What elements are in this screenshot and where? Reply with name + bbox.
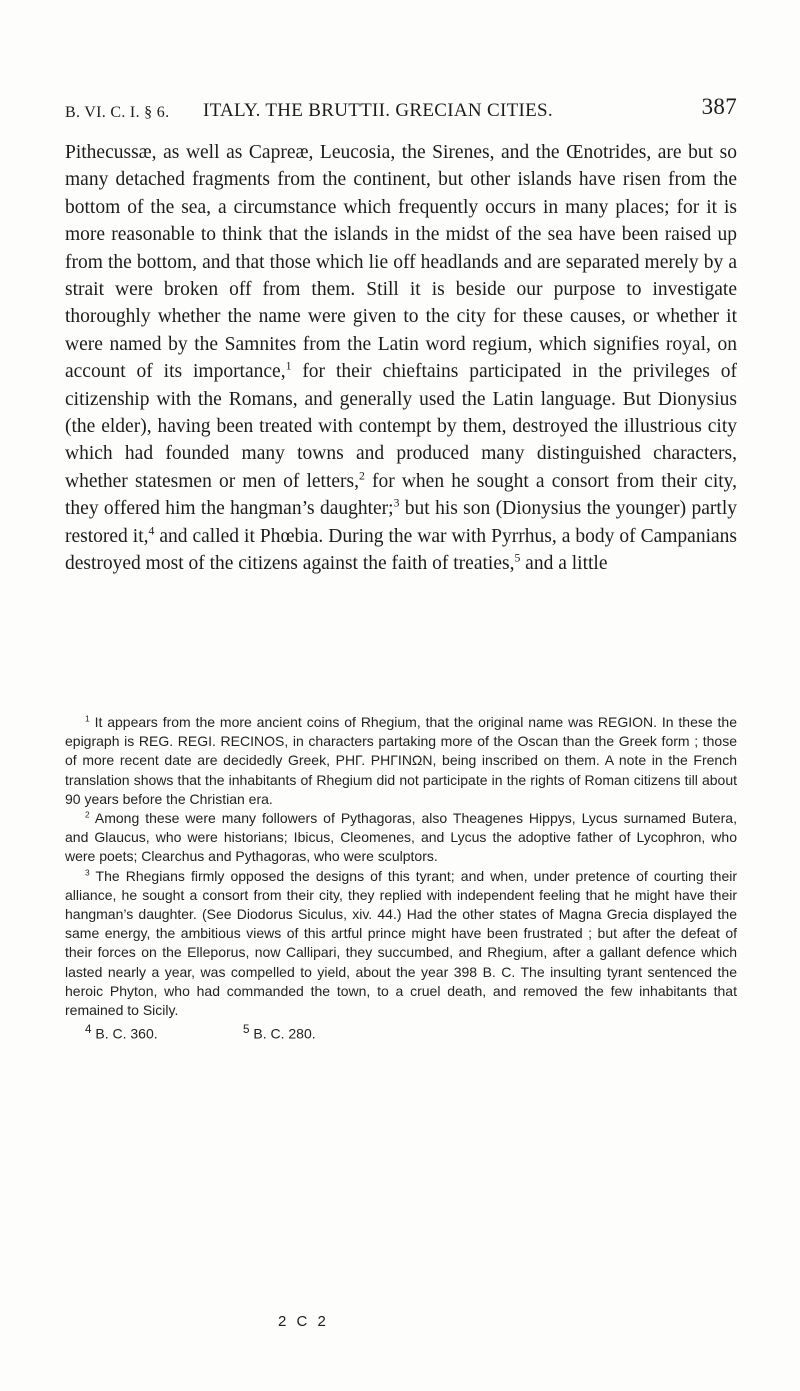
- main-paragraph: Pithecussæ, as well as Capreæ, Leucosia, the Sirenes, and the Œnotrides, are but so many detached fragments from the continent, but other islands have risen from the bottom of the sea, a circumstance which frequently occurs in many places; for it is more reasonable to think that the islands in the midst of the sea have been raised up from the bottom, and that those which lie off headlands and are separated merely by a strait were broken off from them. Still it is beside our purpose to investigate thoroughly whether the name were given to the city for these causes, or whether it were named by the Samnites from the Latin word regium, which signifies royal, on account of its importance,$^1$ for their chieftains participated in the privileges of citizenship with the Romans, and generally used the Latin language. But Dionysius (the elder), having been treated with contempt by them, destroyed the illustrious city which had founded many towns and produced many distinguished characters, whether statesmen or men of letters,$^2$ for when he sought a consort from their city, they offered him the hangman’s daughter;$^3$ but his son (Dionysius the younger) partly restored it,$^4$ and called it Phœbia. During the war with Pyrrhus, a body of Campanians destroyed most of the citizens against the faith of treaties,$^5$ and a little: [65, 142, 738, 575]
- header-section-ref: B. VI. C. I. § 6.: [65, 104, 170, 121]
- running-header: [65, 94, 737, 128]
- footnote-2: $^2$ Among these were many followers of Pythagoras, also Theagenes Hippys, Lycus surnamed Butera, and Glaucus, who were historians; Ibicus, Cleomenes, and Lycus the adoptive father of Lycophron, who were poets; Clearchus and Pythagoras, who were sculptors.: [65, 809, 737, 865]
- header-title: ITALY. THE BRUTTII. GRECIAN CITIES.: [203, 100, 553, 121]
- footnote-3: $^3$ The Rhegians firmly opposed the designs of this tyrant; and when, under pretence of courting their alliance, he sought a consort from their city, they replied with independent feeling that he might have their hangman’s daughter. (See Diodorus Siculus, xiv. 44.) Had the other states of Magna Grecia displayed the same energy, the ambitious views of this artful prince might have been frustrated ; but after the defeat of their forces on the Elleporus, now Callipari, they succumbed, and Rhegium, after a gallant defence which lasted nearly a year, was compelled to yield, about the year 398 B. C. The insulting tyrant sentenced the heroic Phyton, who had commanded the town, to a cruel death, and removed the few inhabitants that remained to Sicily.: [65, 866, 738, 1019]
- page-number: 387: [701, 94, 737, 119]
- footnote-ref: 2: [358, 469, 365, 483]
- main-text: [65, 139, 737, 578]
- footnote-1: $^1$ It appears from the more ancient coins of Rhegium, that the original name was REGION. In these the epigraph is REG. REGI. RECINOS, in characters partaking more of the Oscan than the Greek form ; those of more recent date are decidedly Greek, PHΓ. PHΓINΩN, being inscribed on them. A note in the French translation shows that the inhabitants of Rhegium did not participate in the rights of Roman citizens till about 90 years before the Christian era.: [65, 713, 738, 807]
- footnote-4: $^4$ B. C. 360.: [85, 1023, 158, 1042]
- footnote-ref: 4: [148, 524, 155, 538]
- footnote-ref: 1: [285, 359, 292, 373]
- signature-mark: 2 C 2: [278, 1313, 329, 1330]
- footnote-5: $^5$ B. C. 280.: [243, 1023, 316, 1042]
- footnotes: [65, 713, 737, 1040]
- footnote-ref: 5: [514, 551, 521, 565]
- footnotes-4-5: [65, 1020, 737, 1040]
- footnote-ref: 3: [393, 496, 400, 510]
